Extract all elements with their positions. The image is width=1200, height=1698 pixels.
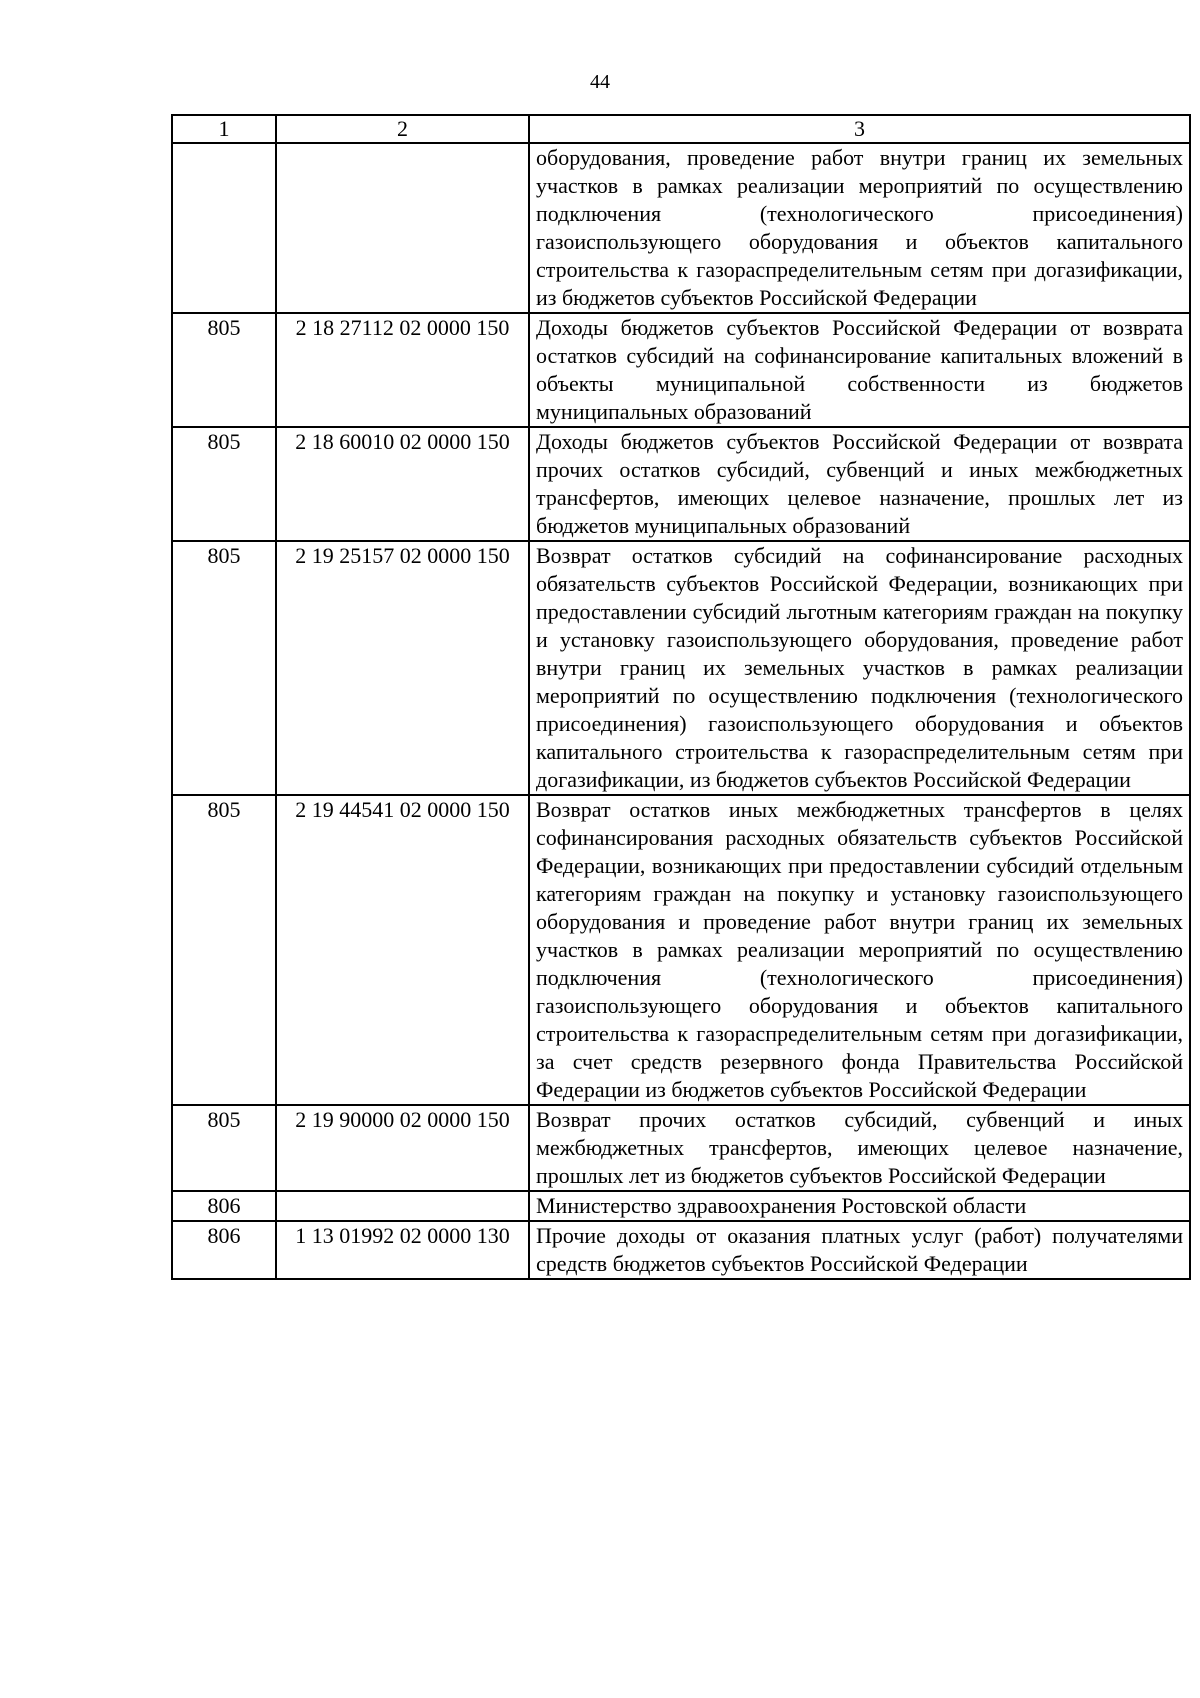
table-row — [172, 795, 1190, 1105]
admin-code-cell: 805 — [172, 541, 276, 795]
budget-code-cell: 2 19 44541 02 0000 150 — [276, 795, 529, 1105]
description-cell: Министерство здравоохранения Ростовской области — [529, 1191, 1190, 1221]
description-cell: Доходы бюджетов субъектов Российской Федерации от возврата остатков субсидий на софинансирование капитальных вложений в объекты муниципальной собственности из бюджетов муниципальных образований — [529, 313, 1190, 427]
budget-code-cell: 2 18 60010 02 0000 150 — [276, 427, 529, 541]
table-row — [172, 1105, 1190, 1191]
column-header-3: 3 — [529, 115, 1190, 143]
table-row — [172, 427, 1190, 541]
table-row — [172, 143, 1190, 313]
admin-code-cell: 806 — [172, 1221, 276, 1279]
admin-code-cell: 805 — [172, 427, 276, 541]
admin-code-cell — [172, 143, 276, 313]
table-body — [172, 143, 1190, 1279]
description-cell: оборудования, проведение работ внутри границ их земельных участков в рамках реализации мероприятий по осуществлению подключения (технологического присоединения) газоиспользующего оборудования и объектов капитального строительства к газораспределительным сетям при догазификации, из бюджетов субъектов Российской Федерации — [529, 143, 1190, 313]
admin-code-cell: 806 — [172, 1191, 276, 1221]
page-number: 44 — [590, 71, 610, 93]
column-header-1: 1 — [172, 115, 276, 143]
description-cell: Доходы бюджетов субъектов Российской Федерации от возврата прочих остатков субсидий, субвенций и иных межбюджетных трансфертов, имеющих целевое назначение, прошлых лет из бюджетов муниципальных образований — [529, 427, 1190, 541]
budget-code-cell — [276, 143, 529, 313]
budget-code-cell — [276, 1191, 529, 1221]
column-header-2: 2 — [276, 115, 529, 143]
income-codes-table — [171, 114, 1191, 1280]
budget-code-cell: 2 19 90000 02 0000 150 — [276, 1105, 529, 1191]
table-row — [172, 541, 1190, 795]
table-row — [172, 1191, 1190, 1221]
budget-code-cell: 1 13 01992 02 0000 130 — [276, 1221, 529, 1279]
admin-code-cell: 805 — [172, 1105, 276, 1191]
header-row — [172, 115, 1190, 143]
budget-code-cell: 2 18 27112 02 0000 150 — [276, 313, 529, 427]
description-cell: Возврат остатков иных межбюджетных трансфертов в целях софинансирования расходных обязательств субъектов Российской Федерации, возникающих при предоставлении субсидий отдельным категориям граждан на покупку и установку газоиспользующего оборудования и проведение работ внутри границ их земельных участков в рамках реализации мероприятий по осуществлению подключения (технологического присоединения) газоиспользующего оборудования и объектов капитального строительства к газораспределительным сетям при догазификации, за счет средств резервного фонда Правительства Российской Федерации из бюджетов субъектов Российской Федерации — [529, 795, 1190, 1105]
budget-code-cell: 2 19 25157 02 0000 150 — [276, 541, 529, 795]
table-header — [172, 115, 1190, 143]
description-cell: Возврат остатков субсидий на софинансирование расходных обязательств субъектов Российской Федерации, возникающих при предоставлении субсидий льготным категориям граждан на покупку и установку газоиспользующего оборудования, проведение работ внутри границ их земельных участков в рамках реализации мероприятий по осуществлению подключения (технологического присоединения) газоиспользующего оборудования и объектов капитального строительства к газораспределительным сетям при догазификации, из бюджетов субъектов Российской Федерации — [529, 541, 1190, 795]
table-row — [172, 1221, 1190, 1279]
admin-code-cell: 805 — [172, 313, 276, 427]
description-cell: Возврат прочих остатков субсидий, субвенций и иных межбюджетных трансфертов, имеющих целевое назначение, прошлых лет из бюджетов субъектов Российской Федерации — [529, 1105, 1190, 1191]
admin-code-cell: 805 — [172, 795, 276, 1105]
description-cell: Прочие доходы от оказания платных услуг (работ) получателями средств бюджетов субъектов Российской Федерации — [529, 1221, 1190, 1279]
table-row — [172, 313, 1190, 427]
